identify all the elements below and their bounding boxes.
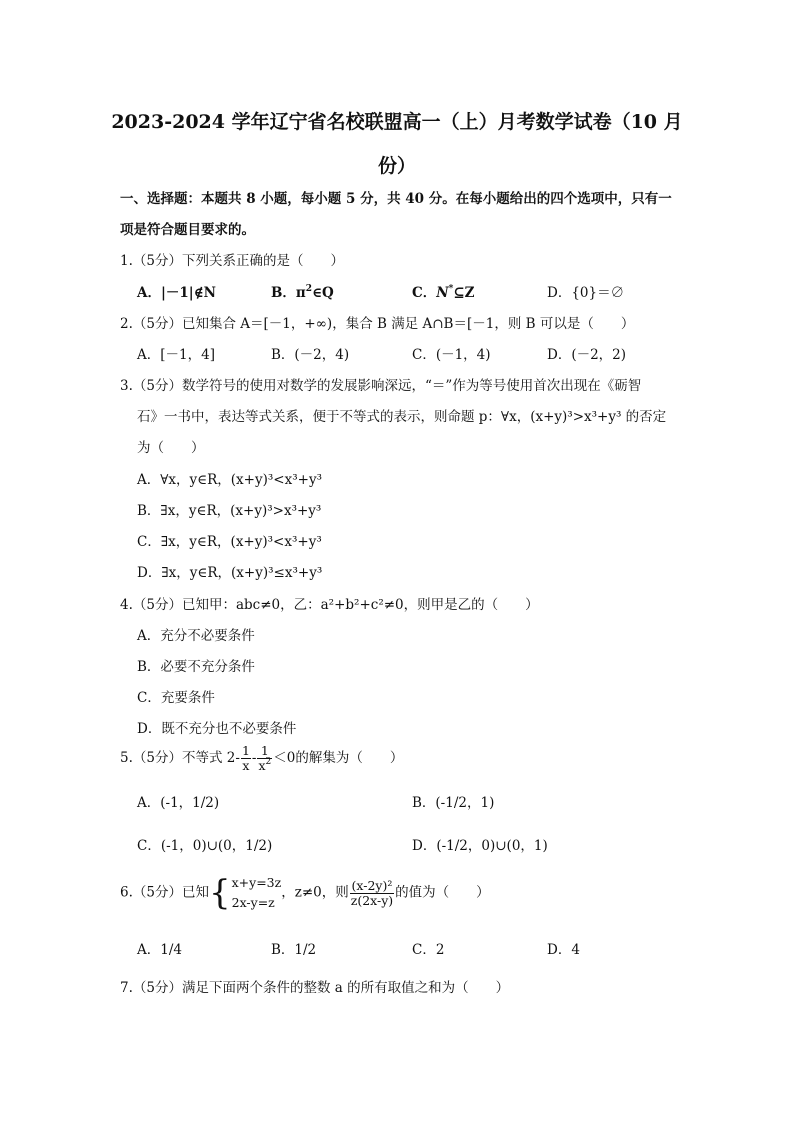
q2-stem: 2.（5分）已知集合 A＝[－1，+∞)，集合 B 满足 A∩B＝[－1，则 B 可以是（ ） (120, 316, 635, 332)
q3-option-d: D．∃x，y∈R，(x+y)³≤x³+y³ (137, 565, 323, 581)
q6-option-d: D．4 (547, 942, 580, 958)
q1-option-d: D．{0}＝∅ (547, 285, 625, 301)
q5-option-d: D．(-1/2，0)∪(0，1) (412, 838, 548, 854)
q6-option-a: A．1/4 (137, 942, 182, 958)
q1-option-c: C．N*⊆Z (412, 284, 475, 301)
q6-stem: 6.（5分）已知{ x+y=3z 2x-y=z ，z≠0，则 $\frac{\text{(x-2y)²}}{z(2x-y)}$ 的值为（ ） (120, 873, 490, 913)
q5-stem: 5.（5分）不等式 2- $\frac{1}{x}$ - $\frac{1}{x^2}$ ＜0的解集为（ ） (120, 743, 404, 773)
q4-stem: 4.（5分）已知甲：abc≠0，乙：a²+b²+c²≠0，则甲是乙的（ ） (120, 597, 539, 613)
q2-option-c: C．(－1，4) (412, 347, 491, 363)
q1-option-a: A．|－1|∉N (137, 285, 217, 301)
q6-equation-system: x+y=3z 2x-y=z (231, 875, 282, 910)
q5-option-c: C．(-1，0)∪(0，1/2) (137, 838, 273, 854)
q6-option-b: B．1/2 (271, 942, 317, 958)
q3-option-a: A．∀x，y∈R，(x+y)³<x³+y³ (137, 472, 322, 488)
q5-inequality: 2- $\frac{1}{x}$ - $\frac{1}{x^2}$ ＜0 (226, 743, 296, 773)
q4-option-d: D．既不充分也不必要条件 (137, 721, 297, 737)
q3-option-c: C．∃x，y∈R，(x+y)³<x³+y³ (137, 534, 322, 550)
q4-option-b: B．必要不充分条件 (137, 659, 255, 675)
q3-stem-line-1: 3.（5分）数学符号的使用对数学的发展影响深远，“＝”作为等号使用首次出现在《砺智 (120, 378, 642, 394)
q2-option-d: D．(－2，2) (547, 347, 627, 363)
q2-option-b: B．(－2，4) (271, 347, 350, 363)
q4-option-c: C．充要条件 (137, 690, 215, 706)
q3-stem-line-3: 为（ ） (137, 440, 205, 456)
q3-option-b: B．∃x，y∈R，(x+y)³>x³+y³ (137, 503, 322, 519)
title-line-1: 2023-2024 学年辽宁省名校联盟高一（上）月考数学试卷（10 月 (111, 111, 683, 133)
q5-option-b: B．(-1/2，1) (412, 795, 495, 811)
q1-option-b: B．$\pi^2\in Q$ (271, 284, 334, 301)
q7-stem: 7.（5分）满足下面两个条件的整数 a 的所有取值之和为（ ） (120, 980, 510, 996)
title-line-2: 份） (377, 155, 416, 177)
page-title (100, 100, 694, 188)
q3-stem-line-2: 石》一书中，表达等式关系，便于不等式的表示，则命题 p：∀x，(x+y)³>x³+y³ 的否定 (137, 409, 667, 425)
q4-option-a: A．充分不必要条件 (137, 628, 255, 644)
section-heading: 一、选择题：本题共 8 小题，每小题 5 分，共 40 分。在每小题给出的四个选项中，只有一项是符合题目要求的。 (120, 191, 672, 238)
q1-stem: 1.（5分）下列关系正确的是（ ） (120, 253, 344, 269)
q6-fraction: $\frac{\text{(x-2y)²}}{z(2x-y)}$ (350, 877, 394, 908)
q6-option-c: C．2 (412, 942, 445, 958)
system-brace: { (208, 873, 231, 913)
q2-option-a: A．[－1，4] (137, 347, 215, 363)
q5-option-a: A．(-1，1/2) (137, 795, 220, 811)
